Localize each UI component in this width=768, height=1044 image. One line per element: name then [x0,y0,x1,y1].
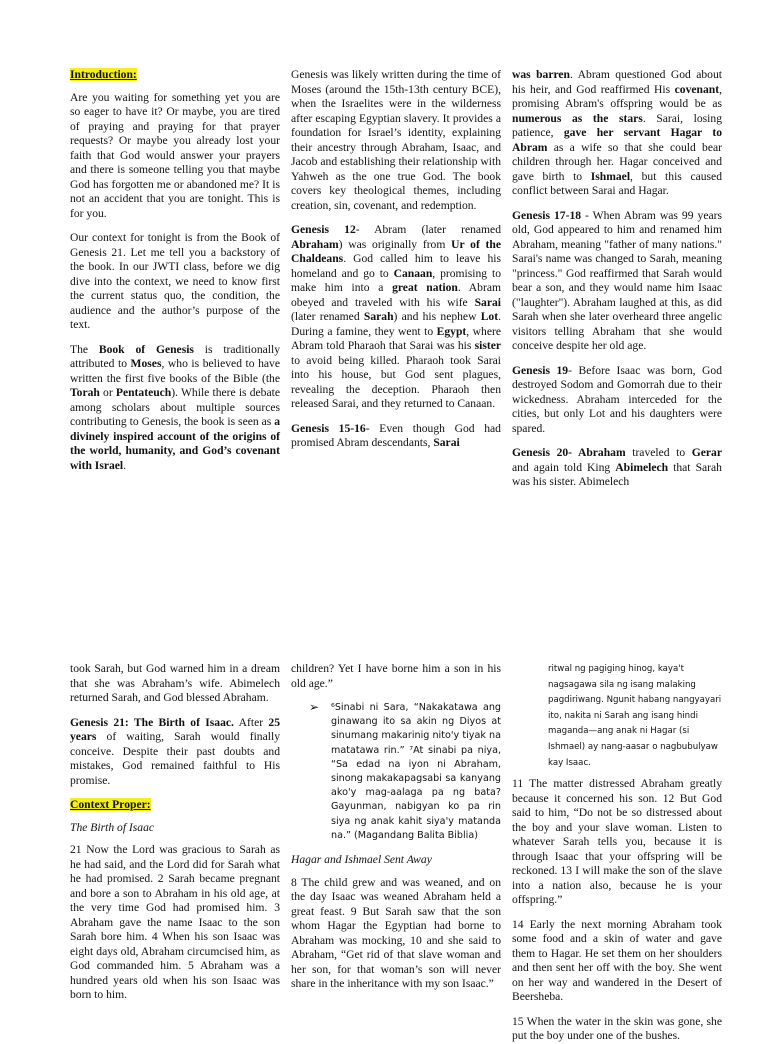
top-column-2 [291,68,501,461]
bottom-column-3 [512,662,722,1043]
genesis-21-paragraph: Genesis 21: The Birth of Isaac. After 25 years of waiting, Sarah would finally conceive. Despite their past doubts and mistakes, God remained faithful to His promise. [70,715,281,787]
tagalog-note: ritwal ng pagiging hinog, kaya't nagsagawa sila ng isang malaking pagdiriwang. Ngunit habang nangyayari ito, nakita ni Sarah ang isang hindi maganda—ang anak ni Hagar (si Ishmael) ay nang-aasar o nagbubulyaw kay Isaac. [548,664,722,768]
genesis-15-16-paragraph: Genesis 15-16- Even though God had promised Abram descendants, Sarai [291,421,501,449]
scripture-verses-7-continued: children? Yet I have borne him a son in his old age.” [291,662,501,690]
genesis-20-paragraph: Genesis 20- Abraham traveled to Gerar and again told King Abimelech that Sarah was his sister. Abimelech [512,446,722,488]
birth-of-isaac-subtitle: The Birth of Isaac [70,820,155,834]
genesis-19-paragraph: Genesis 19- Before Isaac was born, God destroyed Sodom and Gomorrah due to their wickedness. Abraham interceded for the cities, but only Lot and his daughters were spared. [512,363,722,435]
genesis-12-paragraph: Genesis 12- Abram (later renamed Abraham) was originally from Ur of the Chaldeans. God called him to leave his homeland and go to Canaan, promising to make him into a great nation. Abram obeyed and traveled with his wife Sarai (later renamed Sarah) and his nephew Lot. During a famine, they went to Egypt, where Abram told Pharaoh that Sarai was his sister to avoid being killed. Pharaoh took Sarai into his house, but God sent plagues, revealing the deception. Pharaoh then released Sarai, and they returned to Canaan. [291,223,502,410]
scripture-verse-15: 15 When the water in the skin was gone, she put the boy under one of the bushes. [512,1014,722,1043]
genesis-background-paragraph: Genesis was likely written during the time of Moses (around the 15th-13th century BCE), when the Israelites were in the wilderness after escaping Egyptian slavery. It provides a foundation for Israel’s identity, explaining their ancestry through Abraham, Isaac, and Jacob and establishing their relationship with Yahweh as the one true God. The book covers key theological themes, including creation, sin, covenant, and redemption. [291,68,501,212]
intro-paragraph-2: Our context for tonight is from the Book of Genesis 21. Let me tell you a backstory of the book. In our JWTI class, before we dig dive into the context, we need to know first the current status quo, the condition, the audience and the author’s purpose of the text. [70,231,280,331]
intro-paragraph-3: The Book of Genesis is traditionally attributed to Moses, who is believed to have written the first five books of the Bible (the Torah or Pentateuch). While there is debate among scholars about multiple sources contributing to Genesis, the book is seen as a divinely inspired account of the origins of the world, humanity, and God’s covenant with Israel. [70,342,280,472]
top-column-3 [512,68,722,500]
intro-paragraph-1: Are you waiting for something yet you are so eager to have it? Or maybe, you are tired of praying and praying for that prayer requests? Or maybe you already lost your faith that God would answer your prayers and there is someone telling you that maybe God has forgotten me or abandoned me? It is not an accident that you are tonight. This is for you. [70,90,280,220]
genesis-17-18-paragraph: Genesis 17-18 - When Abram was 99 years old, God appeared to him and renamed him Abraham, meaning "father of many nations." Sarai's name was changed to Sarah, meaning "princess." God reaffirmed that Sarah would bear a son, and they would name him Isaac ("laughter"). Abraham laughed at this, as did Sarah when she later overheard three angelic visitors telling Abraham that she would conceive despite her old age. [512,208,722,352]
scripture-verses-8-10: 8 The child grew and was weaned, and on the day Isaac was weaned Abraham held a great feast. 9 But Sarah saw that the son whom Hagar the Egyptian had borne to Abraham was mocking, 10 and she said to Abraham, “Get rid of that slave woman and her son, for that woman’s son will never share in the inheritance with my son Isaac.” [291,875,501,991]
top-column-1 [70,68,280,483]
scripture-verses-11-13: 11 The matter distressed Abraham greatly because it concerned his son. 12 But God said to him, “Do not be so distressed about the boy and your slave woman. Listen to whatever Sarah tells you, because it is through Isaac that your offspring will be reckoned. 13 I will make the son of the slave into a nation also, because he is your offspring.” [512,777,722,907]
scripture-verse-14: 14 Early the next morning Abraham took some food and a skin of water and gave them to Hagar. He set them on her shoulders and then sent her off with the boy. She went on her way and wandered in the Desert of Beersheba. [512,917,722,1004]
tagalog-bullet-text: ⁶Sinabi ni Sara, “Nakakatawa ang ginawang ito sa akin ng Diyos at sinumang makarinig nito'y tiyak na matatawa rin.” ⁷At sinabi pa niya, “Sa edad na iyon ni Abraham, sinong makakapagsabi sa kanyang ako'y mag-aalaga pa ng bata? Gayunman, nabigyan ko pa rin siya ng anak kahit siya'y matanda na.” (Magandang Balita Biblia) [331,702,501,841]
bottom-column-1 [70,662,280,1024]
arrow-bullet-icon: ➢ [309,700,320,714]
introduction-heading: Introduction: [70,68,137,81]
context-proper-heading: Context Proper: [70,798,151,811]
genesis-15-16-continued: was barren. Abram questioned God about his heir, and God reaffirmed His covenant, promising Abram's offspring would be as numerous as the stars. Sarai, losing patience, gave her servant Hagar to Abram as a wife so that she could bear children through her. Hagar conceived and gave birth to Ishmael, but this caused conflict between Sarai and Hagar. [512,68,722,197]
tagalog-bullet-item [309,701,501,843]
scripture-verses-1-5: 21 Now the Lord was gracious to Sarah as he had said, and the Lord did for Sarah what he had promised. 2 Sarah became pregnant and bore a son to Abraham in his old age, at the very time God had promised him. 3 Abraham gave the name Isaac to the son Sarah bore him. 4 When his son Isaac was eight days old, Abraham circumcised him, as God commanded him. 5 Abraham was a hundred years old when his son Isaac was born to him. [70,843,280,1001]
genesis-20-continued: took Sarah, but God warned him in a dream that she was Abraham’s wife. Abimelech returned Sarah, and God blessed Abraham. [70,662,280,704]
bottom-column-2 [291,662,501,1024]
hagar-ishmael-subtitle: Hagar and Ishmael Sent Away [291,853,432,867]
